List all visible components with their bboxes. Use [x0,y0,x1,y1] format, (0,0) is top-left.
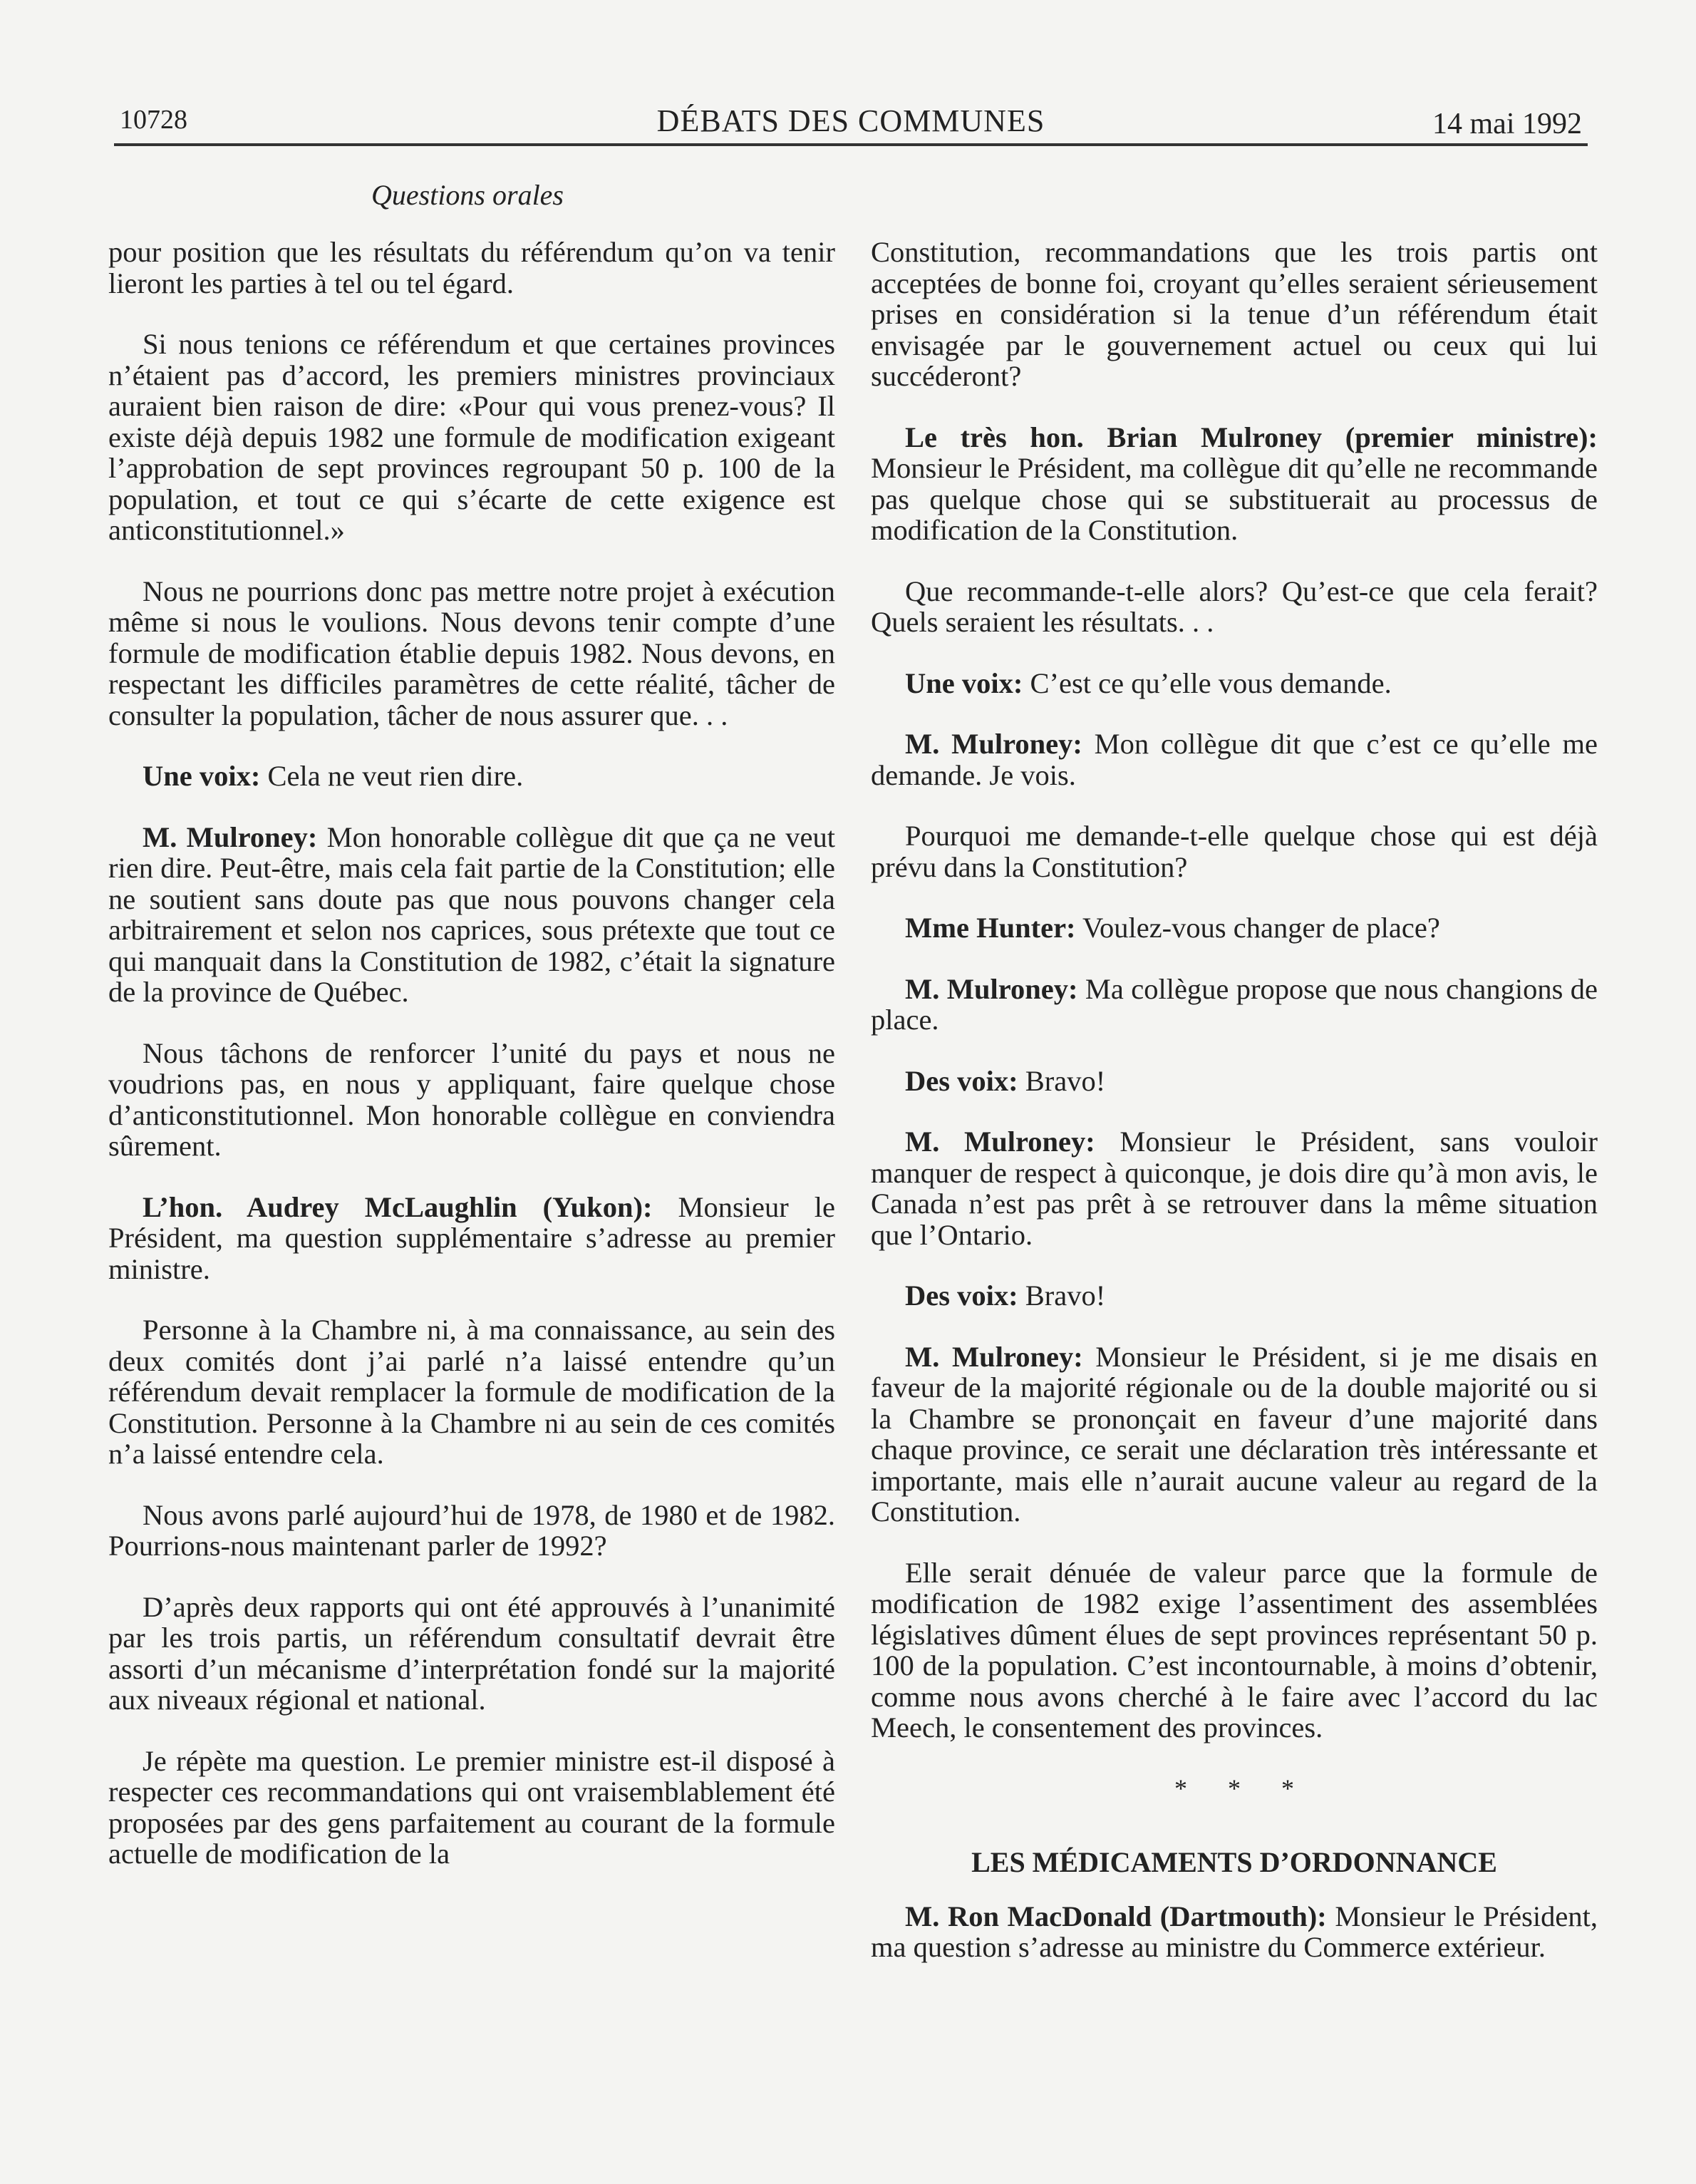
speech-text: Monsieur le Président, ma question supplémentaire s’adresse au premier ministre. [108,1190,836,1285]
speaker-name: M. Mulroney: [905,728,1082,760]
speaker-name: M. Ron MacDonald (Dartmouth): [905,1900,1327,1932]
speech-paragraph [871,728,1598,790]
speech-text: Monsieur le Président, sans vouloir manquer de respect à quiconque, je dois dire qu’à mon avis, le Canada n’est pas prêt à se retrouver dans la même situation que l’Ontario. [871,1126,1598,1251]
speech-text: C’est ce qu’elle vous demande. [1023,666,1392,699]
section-heading: LES MÉDICAMENTS D’ORDONNANCE [971,1846,1497,1878]
paragraph: Si nous tenions ce référendum et que certaines provinces n’étaient pas d’accord, les premiers ministres provinciaux auraient bien raison de dire: «Pour qui vous prenez-vous? Il existe déjà depuis 1982 une formule de modification exigeant l’approbation de sept provinces regroupant 50 p. 100 de la population, et tout ce qui s’écarte de cette exigence est anticonstitutionnel.» [108,328,835,546]
paragraph: Nous avons parlé aujourd’hui de 1978, de 1980 et de 1982. Pourrions-nous maintenant parler de 1992? [108,1498,835,1562]
paragraph: Elle serait dénuée de valeur parce que la formule de modification de 1982 exige l’assentiment des assemblées législatives dûment élues de sept provinces représentant 50 p. 100 de la population. C’est incontournable, à moins d’obtenir, comme nous avons cherché à le faire avec l’accord du lac Meech, le consentement des provinces. [871,1556,1598,1743]
left-column [108,237,835,1900]
speaker-name: Une voix: [905,666,1023,699]
paragraph: pour position que les résultats du référendum qu’on va tenir lieront les parties à tel ou tel égard. [108,236,835,299]
speech-paragraph [871,974,1598,1036]
speech-paragraph [871,1341,1598,1528]
paragraph: Personne à la Chambre ni, à ma connaissance, au sein des deux comités dont j’ai parlé n’a laissé entendre qu’un référendum devait remplacer la formule de modification de la Constitution. Personne à la Chambre ni au sein de ces comités n’a laissé entendre cela. [108,1314,835,1470]
speech-text: Mon collègue dit que c’est ce qu’elle me demande. Je vois. [871,728,1598,791]
paragraph: Nous tâchons de renforcer l’unité du pays et nous ne voudrions pas, en nous y appliquant, faire quelque chose d’anticonstitutionnel. Mon honorable collègue en conviendra sûrement. [108,1036,835,1162]
right-column [871,237,1598,1993]
speaker-name: M. Mulroney: [905,972,1078,1005]
publication-date: 14 mai 1992 [1432,108,1582,140]
speaker-name: Des voix: [905,1064,1018,1097]
header-rule [114,143,1588,146]
page-header [114,100,1588,145]
speech-paragraph [108,1192,835,1285]
speech-paragraph [871,1901,1598,1963]
publication-title: DÉBATS DES COMMUNES [656,103,1045,138]
speaker-name: M. Mulroney: [905,1126,1095,1158]
speaker-name: L’hon. Audrey McLaughlin (Yukon): [143,1190,653,1223]
section-separator: * * * [1174,1773,1311,1803]
speech-text: Mon honorable collègue dit que ça ne veut rien dire. Peut-être, mais cela fait partie de la Constitution; elle ne soutient sans doute pas que nous pouvons changer cela arbitrairement et selon nos caprices, sous prétexte que tout ce qui manquait dans la Constitution de 1982, c’était la signature de la province de Québec. [108,820,835,1008]
paragraph: Pourquoi me demande-t-elle quelque chose qui est déjà prévu dans la Constitution? [871,820,1598,883]
speaker-name: Le très hon. Brian Mulroney (premier ministre): [905,421,1598,453]
speaker-name: Mme Hunter: [905,912,1076,944]
speech-text: Monsieur le Président, ma collègue dit qu’elle ne recommande pas quelque chose qui se substituerait au processus de modification de la Constitution. [871,452,1598,546]
speech-text: Monsieur le Président, si je me disais en faveur de la majorité régionale ou de la double majorité ou si la Chambre se prononçait en faveur d’une majorité dans chaque province, ce serait une déclaration très intéressante et importante, mais elle n’aurait aucune valeur au regard de la Constitution. [871,1340,1598,1528]
speech-paragraph [871,668,1598,699]
speaker-name: M. Mulroney: [143,820,318,853]
speech-text: Bravo! [1018,1279,1106,1312]
speech-text: Voulez-vous changer de place? [1075,912,1440,944]
paragraph: Nous ne pourrions donc pas mettre notre projet à exécution même si nous le voulions. Nous devons tenir compte d’une formule de modification établie depuis 1982. Nous devons, en respectant les difficiles paramètres de cette réalité, tâcher de consulter la population, tâcher de nous assurer que. . . [108,575,835,731]
paragraph: Constitution, recommandations que les trois partis ont acceptées de bonne foi, croyant qu’elles seraient sérieusement prises en considération si la tenue d’un référendum était envisagée par le gouvernement actuel ou ceux qui lui succéderont? [871,236,1598,392]
section-label: Questions orales [371,179,564,211]
speech-text: Ma collègue propose que nous changions de place. [871,972,1598,1036]
speech-text: Monsieur le Président, ma question s’adresse au ministre du Commerce extérieur. [871,1900,1598,1963]
speech-paragraph [871,1280,1598,1312]
speech-paragraph [108,761,835,792]
speaker-name: M. Mulroney: [905,1340,1083,1373]
speaker-name: Une voix: [143,760,261,792]
speech-paragraph [108,822,835,1008]
speech-paragraph [871,912,1598,944]
speech-text: Cela ne veut rien dire. [260,760,524,792]
speech-text: Bravo! [1018,1064,1106,1097]
paragraph: D’après deux rapports qui ont été approuvés à l’unanimité par les trois partis, un référendum consultatif devrait être assorti d’un mécanisme d’interprétation fondé sur la majorité aux niveaux régional et national. [108,1590,835,1716]
page-number: 10728 [120,105,187,135]
paragraph: Je répète ma question. Le premier ministre est-il disposé à respecter ces recommandations qui ont vraisemblablement été proposées par des gens parfaitement au courant de la formule actuelle de modification de la [108,1744,835,1870]
speech-paragraph [871,1126,1598,1250]
speech-paragraph [871,422,1598,546]
speaker-name: Des voix: [905,1279,1018,1312]
speech-paragraph [871,1066,1598,1097]
paragraph: Que recommande-t-elle alors? Qu’est-ce que cela ferait? Quels seraient les résultats. . . [871,575,1598,638]
